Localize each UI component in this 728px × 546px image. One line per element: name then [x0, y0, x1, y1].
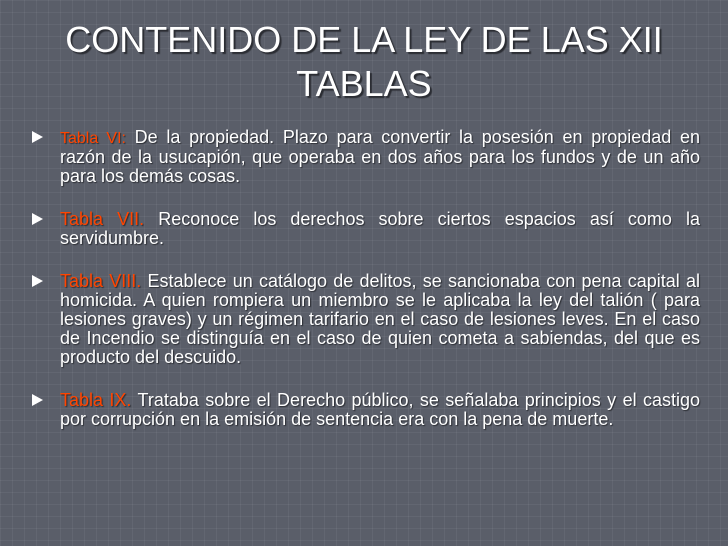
- triangle-right-icon: [32, 131, 43, 143]
- triangle-right-icon: [32, 394, 43, 406]
- bullet-label: Tabla IX.: [60, 390, 132, 410]
- triangle-right-icon: [32, 213, 43, 225]
- bullet-item-tabla-viii: [28, 272, 700, 367]
- bullet-text: De la propiedad. Plazo para convertir la posesión en propiedad en razón de la usucapión, que operaba en dos años para los fundos y de un año para los demás cosas.: [60, 127, 700, 186]
- bullet-item-tabla-vi: [28, 128, 700, 186]
- bullet-text: Trataba sobre el Derecho público, se señalaba principios y el castigo por corrupción en la emisión de sentencia era con la pena de muerte.: [60, 390, 700, 429]
- bullet-text: Reconoce los derechos sobre ciertos espacios así como la servidumbre.: [60, 209, 700, 248]
- bullet-label: Tabla VII.: [60, 209, 145, 229]
- bullet-item-tabla-vii: [28, 210, 700, 248]
- bullet-item-tabla-ix: [28, 391, 700, 429]
- bullet-label: Tabla VI:: [60, 130, 126, 147]
- triangle-right-icon: [32, 275, 43, 287]
- bullet-label: Tabla VIII.: [60, 271, 142, 291]
- bullet-text: Establece un catálogo de delitos, se sancionaba con pena capital al homicida. A quien rompiera un miembro se le aplicaba la ley del talión ( para lesiones graves) y un régimen tarifario en el caso de lesiones leves. En el caso de Incendio se distinguía en el caso de quien cometa a sabiendas, del que es producto del descuido.: [60, 271, 700, 367]
- bullet-list: [28, 128, 700, 453]
- slide-title: CONTENIDO DE LA LEY DE LAS XII TABLAS: [65, 19, 663, 104]
